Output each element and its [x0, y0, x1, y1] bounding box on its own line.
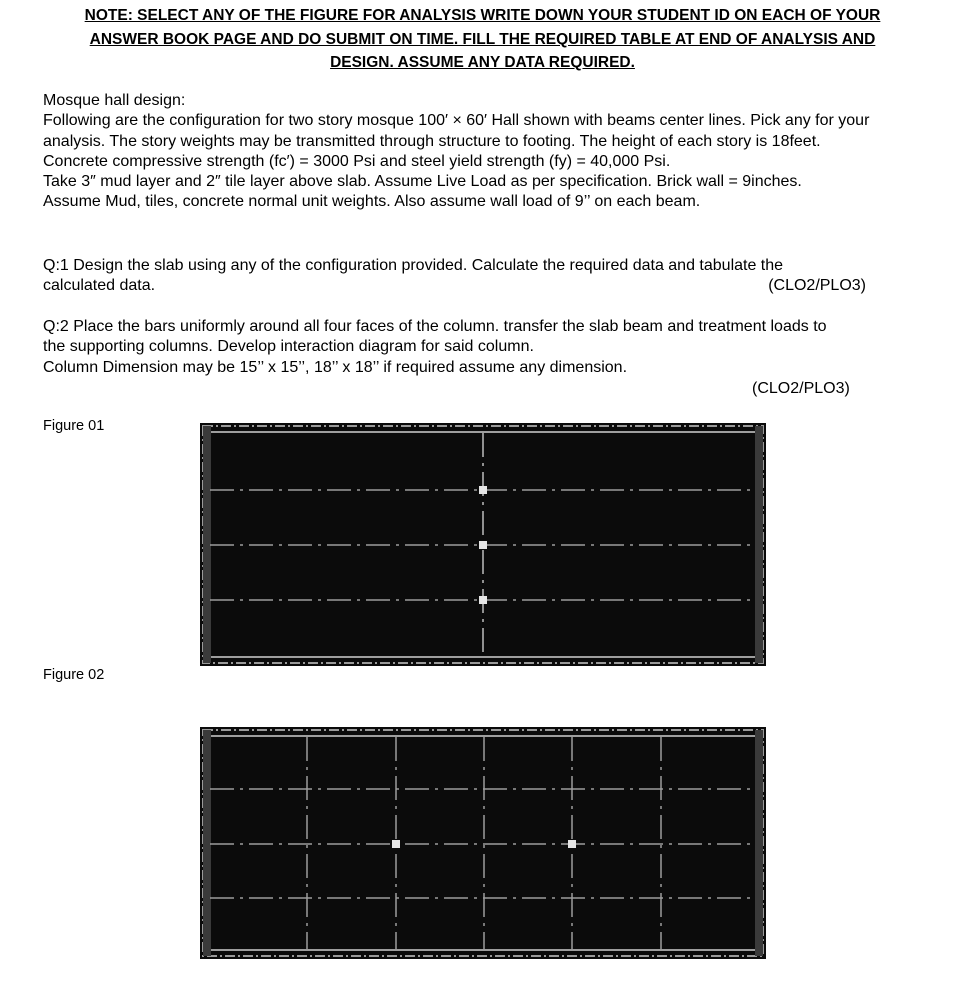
figure-1 [200, 423, 766, 666]
intro-paragraph-1: Following are the configuration for two story mosque 100′ × 60′ Hall shown with beams center lines. Pick any for your analysis. The story weights may be transmitted through structure to footing. The height of each story is 18feet. [43, 112, 870, 150]
q2-clo-wrap [752, 379, 902, 399]
figure-1-plan [200, 423, 766, 666]
q2-line-3: Column Dimension may be 15’’ x 15’’, 18’’ x 18’’ if required assume any dimension. [43, 358, 628, 376]
figure-1-label: Figure 01 [43, 418, 105, 434]
question-2 [43, 317, 928, 378]
q2-clo: (CLO2/PLO3) [752, 380, 850, 397]
figure-2-plan [200, 727, 766, 959]
notice-line-3: DESIGN. ASSUME ANY DATA REQUIRED. [330, 54, 635, 71]
question-1 [43, 256, 928, 297]
intro-paragraph-2: Concrete compressive strength (fc′) = 3000 Psi and steel yield strength (fy) = 40,000 Psi. [43, 152, 671, 170]
intro-paragraph-4: Assume Mud, tiles, concrete normal unit weights. Also assume wall load of 9’’ on each beam. [43, 193, 701, 211]
q1-line-1: Q:1 Design the slab using any of the configuration provided. Calculate the required data and tabulate the [43, 257, 784, 274]
figure-2-label: Figure 02 [43, 667, 105, 683]
notice-line-2: ANSWER BOOK PAGE AND DO SUBMIT ON TIME. FILL THE REQUIRED TABLE AT END OF ANALYSIS AND [89, 30, 876, 48]
q1-line-2: calculated data. [43, 277, 156, 295]
intro-heading: Mosque hall design: [43, 92, 186, 109]
notice-heading [60, 4, 905, 75]
figure-2 [200, 727, 766, 959]
q2-line-2: the supporting columns. Develop interaction diagram for said column. [43, 338, 534, 356]
q1-clo: (CLO2/PLO3) [768, 277, 866, 295]
notice-line-1: NOTE: SELECT ANY OF THE FIGURE FOR ANALYSIS WRITE DOWN YOUR STUDENT ID ON EACH OF YOUR [84, 7, 881, 24]
q2-line-1: Q:2 Place the bars uniformly around all four faces of the column. transfer the slab beam and treatment loads to [43, 318, 827, 335]
intro-section [43, 91, 928, 213]
intro-paragraph-3: Take 3″ mud layer and 2″ tile layer above slab. Assume Live Load as per specification. Brick wall = 9inches. [43, 173, 802, 191]
